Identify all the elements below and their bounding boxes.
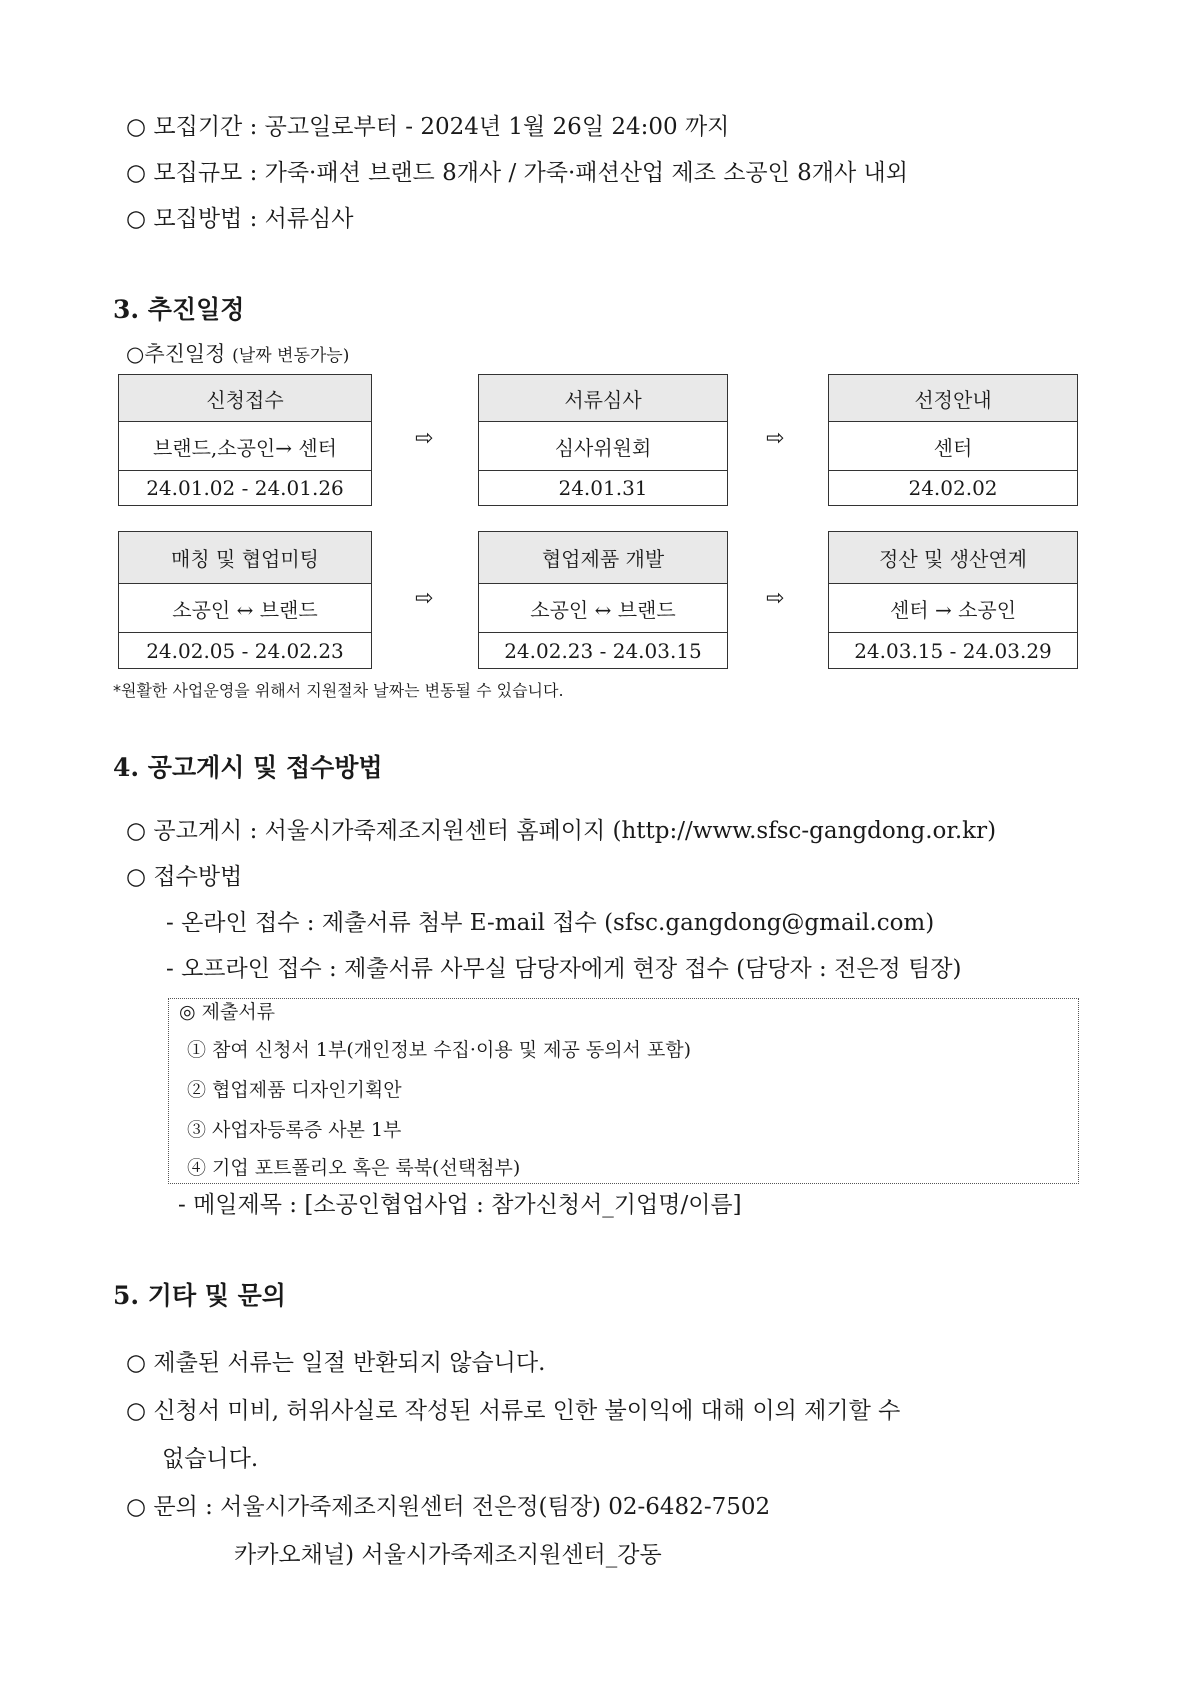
step-who: 심사위원회 bbox=[479, 421, 727, 470]
document-item: ② 협업제품 디자인기획안 bbox=[187, 1079, 402, 1101]
arrow-icon: ⇨ bbox=[415, 586, 434, 611]
schedule-subtitle bbox=[126, 340, 349, 370]
schedule-step bbox=[478, 374, 728, 506]
step-who: 브랜드,소공인→ 센터 bbox=[119, 421, 371, 470]
section3-title: 3. 추진일정 bbox=[113, 295, 245, 324]
document-item: ④ 기업 포트폴리오 혹은 룩북(선택첨부) bbox=[187, 1157, 521, 1179]
step-name: 신청접수 bbox=[119, 375, 371, 421]
step-who: 소공인 ↔ 브랜드 bbox=[119, 583, 371, 632]
schedule-step bbox=[478, 531, 728, 669]
step-name: 선정안내 bbox=[829, 375, 1077, 421]
schedule-subtitle-text: ○추진일정 bbox=[126, 342, 226, 366]
step-who: 센터 bbox=[829, 421, 1077, 470]
document-item: ③ 사업자등록증 사본 1부 bbox=[187, 1119, 402, 1141]
mail-subject: - 메일제목 : [소공인협업사업 : 참가신청서_기업명/이름] bbox=[178, 1192, 742, 1218]
step-who: 센터 → 소공인 bbox=[829, 583, 1077, 632]
schedule-step bbox=[828, 531, 1078, 669]
step-date: 24.02.23 - 24.03.15 bbox=[479, 632, 727, 668]
arrow-icon: ⇨ bbox=[415, 426, 434, 451]
document-item: ① 참여 신청서 1부(개인정보 수집·이용 및 제공 동의서 포함) bbox=[187, 1039, 692, 1061]
note-disadvantage-cont: 없습니다. bbox=[162, 1446, 259, 1472]
step-date: 24.02.02 bbox=[829, 470, 1077, 505]
section5-title: 5. 기타 및 문의 bbox=[113, 1281, 286, 1310]
schedule-step bbox=[118, 374, 372, 506]
section4-title: 4. 공고게시 및 접수방법 bbox=[113, 753, 383, 782]
documents-box bbox=[168, 998, 1079, 1184]
note-no-return: ○ 제출된 서류는 일절 반환되지 않습니다. bbox=[126, 1350, 546, 1376]
step-name: 협업제품 개발 bbox=[479, 532, 727, 583]
arrow-icon: ⇨ bbox=[766, 426, 785, 451]
schedule-step bbox=[118, 531, 372, 669]
offline-receipt: - 오프라인 접수 : 제출서류 사무실 담당자에게 현장 접수 (담당자 : 전은정 팀장) bbox=[166, 956, 962, 982]
step-date: 24.01.02 - 24.01.26 bbox=[119, 470, 371, 505]
notice-posting: ○ 공고게시 : 서울시가죽제조지원센터 홈페이지 (http://www.sfsc-gangdong.or.kr) bbox=[126, 818, 997, 844]
schedule-step bbox=[828, 374, 1078, 506]
step-name: 서류심사 bbox=[479, 375, 727, 421]
step-date: 24.01.31 bbox=[479, 470, 727, 505]
online-receipt: - 온라인 접수 : 제출서류 첨부 E-mail 접수 (sfsc.gangdong@gmail.com) bbox=[166, 910, 935, 936]
note-disadvantage: ○ 신청서 미비, 허위사실로 작성된 서류로 인한 불이익에 대해 이의 제기할 수 bbox=[126, 1398, 901, 1424]
contact-info: ○ 문의 : 서울시가죽제조지원센터 전은정(팀장) 02-6482-7502 bbox=[126, 1494, 771, 1520]
schedule-footnote: *원활한 사업운영을 위해서 지원절차 날짜는 변동될 수 있습니다. bbox=[113, 681, 564, 700]
kakao-channel: 카카오채널) 서울시가죽제조지원센터_강동 bbox=[234, 1542, 662, 1568]
step-date: 24.03.15 - 24.03.29 bbox=[829, 632, 1077, 668]
documents-title: ◎ 제출서류 bbox=[179, 1001, 276, 1023]
recruit-period: ○ 모집기간 : 공고일로부터 - 2024년 1월 26일 24:00 까지 bbox=[126, 114, 730, 140]
step-who: 소공인 ↔ 브랜드 bbox=[479, 583, 727, 632]
step-date: 24.02.05 - 24.02.23 bbox=[119, 632, 371, 668]
step-name: 정산 및 생산연계 bbox=[829, 532, 1077, 583]
arrow-icon: ⇨ bbox=[766, 586, 785, 611]
receipt-method-label: ○ 접수방법 bbox=[126, 864, 243, 890]
recruit-method: ○ 모집방법 : 서류심사 bbox=[126, 206, 354, 232]
recruit-scale: ○ 모집규모 : 가죽·패션 브랜드 8개사 / 가죽·패션산업 제조 소공인 8개사 내외 bbox=[126, 160, 908, 186]
step-name: 매칭 및 협업미팅 bbox=[119, 532, 371, 583]
schedule-subtitle-note: (날짜 변동가능) bbox=[232, 346, 350, 366]
